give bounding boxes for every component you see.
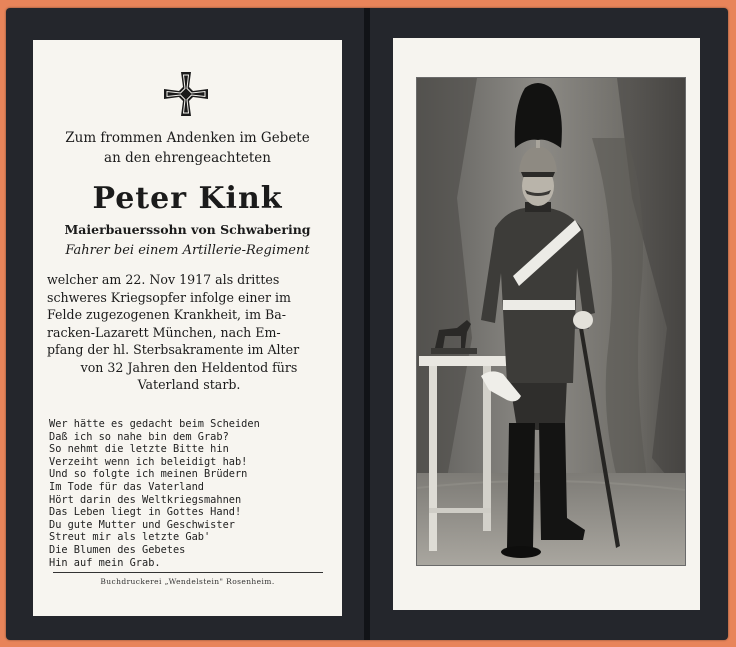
deceased-name: Peter Kink (92, 181, 283, 216)
printer-credit: Buchdruckerei „Wendelstein" Rosenheim. (100, 577, 275, 586)
intro-line-2: an den ehrengeachteten (104, 150, 271, 166)
role: Fahrer bei einem Artillerie-Regiment (65, 243, 310, 258)
subtitle: Maierbauerssohn von Schwabering (64, 222, 311, 237)
body-line: welcher am 22. Nov 1917 als drittes (47, 272, 280, 287)
iron-cross-icon (162, 70, 210, 118)
death-notice-text (47, 271, 331, 394)
poem-line: So nehmt die letzte Bitte hin (49, 443, 229, 456)
poem-line: Daß ich so nahe bin dem Grab? (49, 430, 229, 443)
intro-line-1: Zum frommen Andenken im Gebete (65, 130, 310, 146)
body-line: von 32 Jahren den Heldentod fürs (80, 359, 298, 375)
poem-line: Hört darin des Weltkriegsmahnen (49, 493, 242, 506)
poem-line: Im Tode für das Vaterland (49, 480, 204, 493)
body-line: Vaterland starb. (137, 377, 241, 392)
poem-line: Streut mir als letzte Gab' (49, 531, 211, 544)
body-line: racken-Lazarett München, nach Em- (47, 324, 281, 340)
divider (53, 572, 323, 573)
card-fold (364, 8, 370, 640)
body-line: schweres Kriegsopfer infolge einer im (47, 289, 291, 305)
body-line: Felde zugezogenen Krankheit, im Ba- (47, 307, 287, 322)
poem-line: Das Leben liegt in Gottes Hand! (49, 506, 242, 519)
soldier-portrait (416, 77, 686, 566)
text-panel (33, 40, 342, 616)
poem-line: Und so folgte ich meinen Brüdern (49, 468, 248, 481)
body-line: pfang der hl. Sterbsakramente im Alter (47, 342, 300, 357)
poem-line: Die Blumen des Gebetes (49, 543, 186, 556)
poem-line: Hin auf mein Grab. (49, 556, 161, 569)
poem-line: Du gute Mutter und Geschwister (49, 518, 235, 531)
poem-line: Wer hätte es gedacht beim Scheiden (49, 418, 260, 430)
poem-line: Verzeiht wenn ich beleidigt hab! (49, 455, 248, 468)
poem (49, 418, 329, 569)
